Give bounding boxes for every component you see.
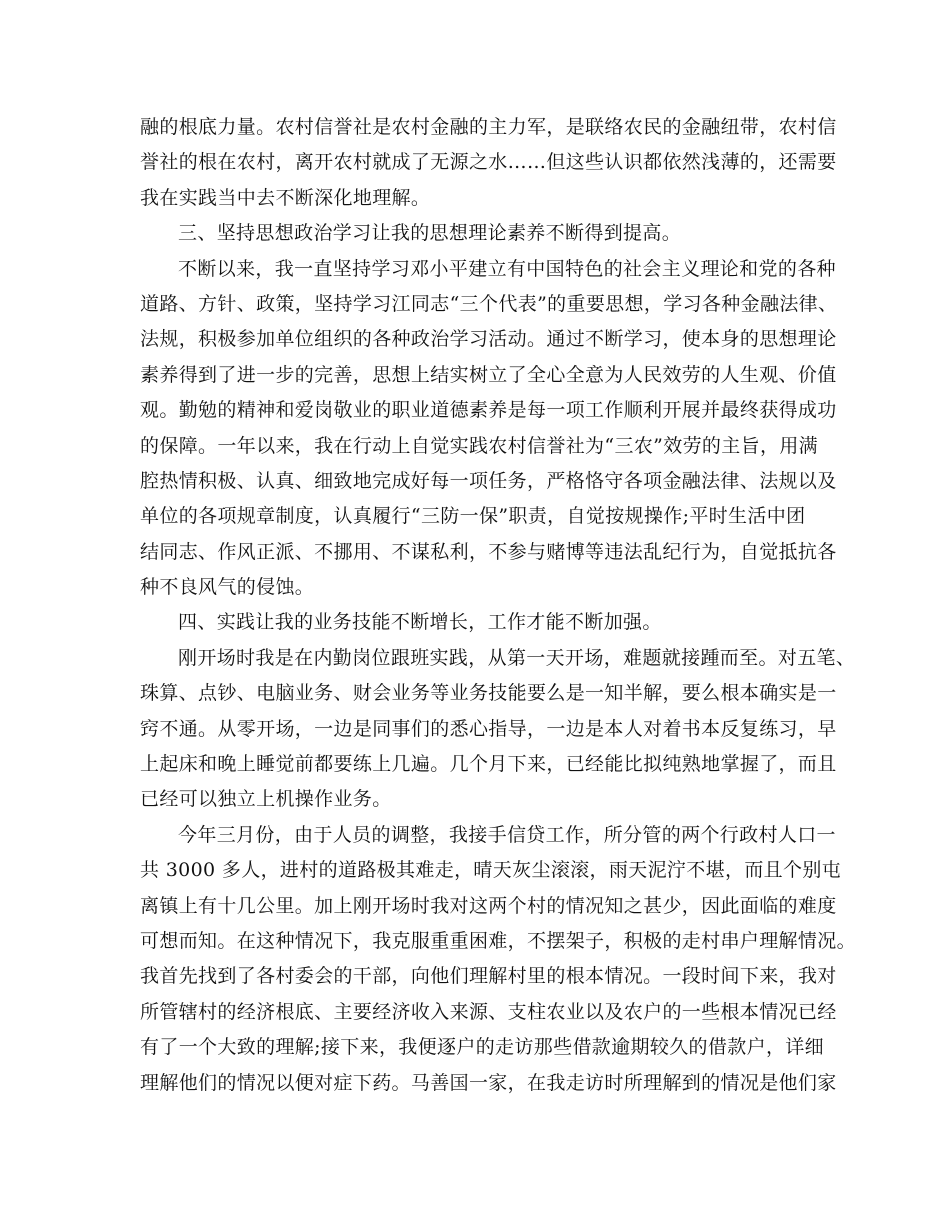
text-line: 离镇上有十几公里。加上刚开场时我对这两个村的情况知之甚少，因此面临的难度 [140, 894, 837, 917]
text-line: 素养得到了进一步的完善，思想上结实树立了全心全意为人民效劳的人生观、价值 [140, 363, 837, 386]
body-text [140, 110, 856, 1101]
text-line: 融的根底力量。农村信誉社是农村金融的主力军，是联络农民的金融纽带，农村信 [140, 116, 837, 138]
text-line: 腔热情积极、认真、细致地完成好每一项任务，严格恪守各项金融法律、法规以及 [140, 469, 837, 492]
text-line: 我在实践当中去不断深化地理解。 [140, 186, 431, 209]
text-line: 种不良风气的侵蚀。 [140, 576, 315, 599]
section-heading-3: 三、坚持思想政治学习让我的思想理论素养不断得到提高。 [178, 222, 682, 245]
text-line: 观。勤勉的精神和爱岗敬业的职业道德素养是每一项工作顺利开展并最终获得成功 [140, 399, 837, 422]
text-line: 单位的各项规章制度，认真履行“三防一保”职责，自觉按规操作;平时生活中团 [140, 505, 806, 528]
text-line: 我首先找到了各村委会的干部，向他们理解村里的根本情况。一段时间下来，我对 [140, 965, 837, 988]
text-line: 的保障。一年以来，我在行动上自觉实践农村信誉社为“三农”效劳的主旨，用满 [140, 434, 819, 457]
text-line: 有了一个大致的理解;接下来，我便逐户的走访那些借款逾期较久的借款户，详细 [140, 1036, 825, 1059]
text-line: 窍不通。从零开场，一边是同事们的悉心指导，一边是本人对着书本反复练习，早 [140, 717, 837, 740]
text-line: 理解他们的情况以便对症下药。马善国一家，在我走访时所理解到的情况是他们家 [140, 1071, 837, 1094]
text-line: 上起床和晚上睡觉前都要练上几遍。几个月下来，已经能比拟纯熟地掌握了，而且 [140, 753, 837, 776]
text-line: 可想而知。在这种情况下，我克服重重困难，不摆架子，积极的走村串户理解情况。 [140, 929, 856, 952]
text-line: 结同志、作风正派、不挪用、不谋私利，不参与赌博等违法乱纪行为，自觉抵抗各 [140, 540, 837, 563]
text-line: 不断以来，我一直坚持学习邓小平建立有中国特色的社会主义理论和党的各种 [178, 257, 836, 280]
text-line: 今年三月份，由于人员的调整，我接手信贷工作，所分管的两个行政村人口一 [178, 823, 836, 846]
text-line: 道路、方针、政策，坚持学习江同志“三个代表”的重要思想，学习各种金融法律、 [140, 292, 838, 315]
text-line: 誉社的根在农村，离开农村就成了无源之水……但这些认识都依然浅薄的，还需要 [140, 151, 837, 174]
text-line: 已经可以独立上机操作业务。 [140, 788, 392, 811]
text-line: 珠算、点钞、电脑业务、财会业务等业务技能要么是一知半解，要么根本确实是一 [140, 682, 837, 705]
text-line: 刚开场时我是在内勤岗位跟班实践，从第一天开场，难题就接踵而至。对五笔、 [178, 646, 856, 669]
text-line: 共 3000 多人，进村的道路极其难走，晴天灰尘滚滚，雨天泥泞不堪，而且个别屯 [140, 859, 842, 882]
text-line: 所管辖村的经济根底、主要经济收入来源、支柱农业以及农户的一些根本情况已经 [140, 1000, 837, 1023]
section-heading-4: 四、实践让我的业务技能不断增长，工作才能不断加强。 [178, 611, 662, 634]
text-line: 法规，积极参加单位组织的各种政治学习活动。通过不断学习，使本身的思想理论 [140, 328, 837, 351]
